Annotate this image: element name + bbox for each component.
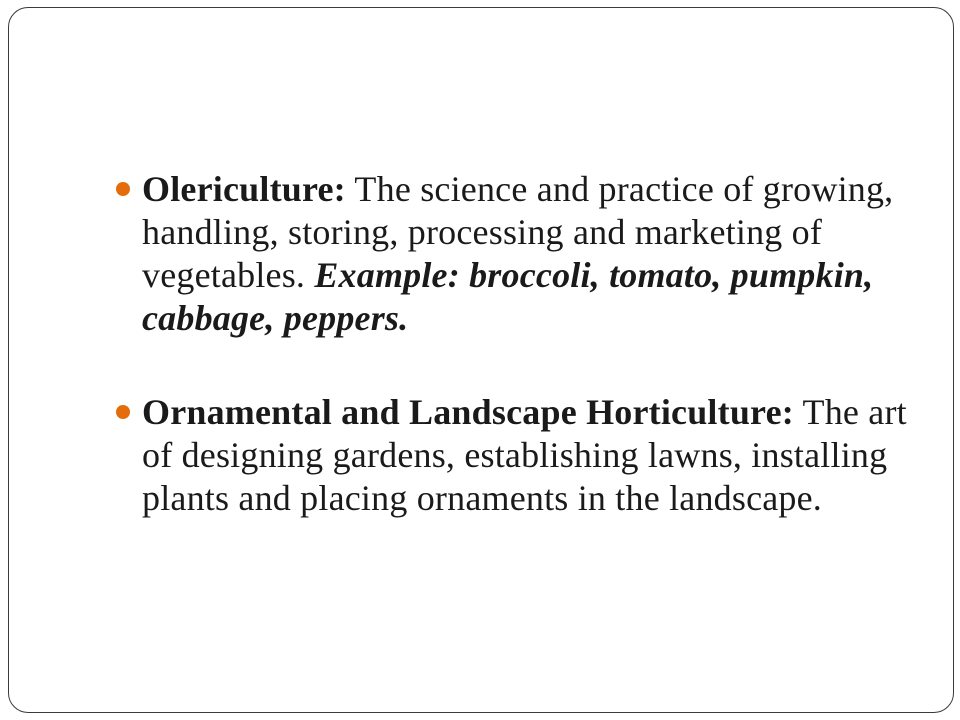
bullet-definition: The science and practice of growing, handling, storing, processing and marketing of vegetables. bbox=[142, 169, 894, 295]
bullet-term: Olericulture: bbox=[142, 169, 346, 209]
slide-frame bbox=[8, 7, 954, 713]
bullet-item-olericulture bbox=[114, 168, 924, 340]
bullet-example: Example: broccoli, tomato, pumpkin, cabbage, peppers. bbox=[142, 255, 874, 338]
bullet-list bbox=[114, 168, 924, 520]
bullet-term: Ornamental and Landscape Horticulture: bbox=[142, 392, 794, 432]
bullet-dot-icon bbox=[116, 182, 130, 196]
bullet-definition: The art of designing gardens, establishing lawns, installing plants and placing ornaments in the landscape. bbox=[142, 392, 907, 518]
bullet-dot-icon bbox=[116, 405, 130, 419]
bullet-item-ornamental-landscape bbox=[114, 391, 924, 520]
